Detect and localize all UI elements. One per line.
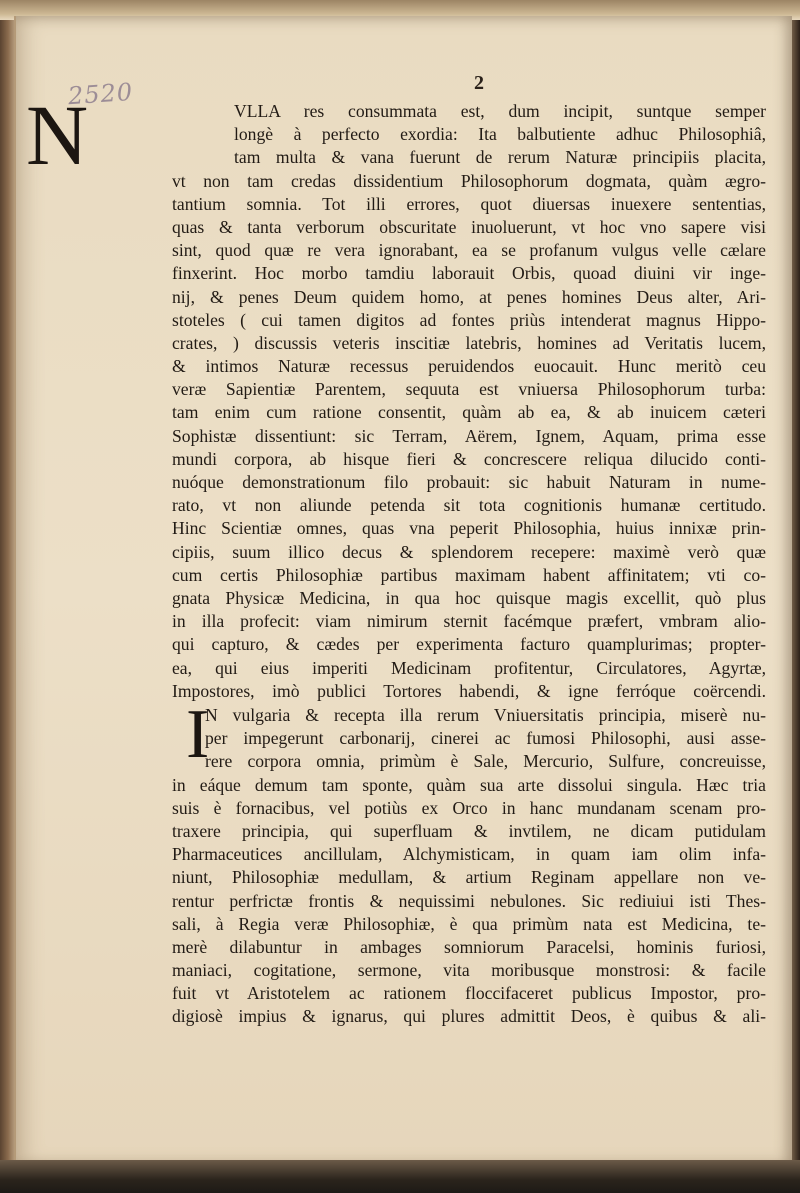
text-line: digiosè impius & ignarus, qui plures admittit Deos, è quibus & ali- <box>172 1006 766 1027</box>
text-line: merè dilabuntur in ambages somniorum Paracelsi, hominis furiosi, <box>172 936 766 957</box>
text-line: maniaci, cogitatione, sermone, vita moribusque monstrosi: & facile <box>172 960 766 981</box>
page-number: 2 <box>474 72 484 94</box>
text-line: per impegerunt carbonarij, cinerei ac fumosi Philosophi, ausi asse- <box>205 728 766 749</box>
text-line: Impostores, imò publici Tortores habendi, & igne ferróque coërcendi. <box>172 680 766 701</box>
text-line: Hinc Scientiæ omnes, quas vna peperit Philosophia, huius innixæ prin- <box>172 518 766 539</box>
text-line: tam multa & vana fuerunt de rerum Naturæ principiis placita, <box>234 147 766 168</box>
text-line: & intimos Naturæ recessus peruidendos euocauit. Hunc meritò ceu <box>172 356 766 377</box>
text-line: crates, ) discussis veteris inscitiæ latebris, homines ad Veritatis lucem, <box>172 332 766 353</box>
text-line: rato, vt non aliunde petenda sit tota cognitionis humanæ certitudo. <box>172 495 766 516</box>
text-line: sali, à Regia veræ Philosophiæ, è qua primùm nata est Medicina, te- <box>172 913 766 934</box>
text-line: tam enim cum ratione consentit, quàm ab ea, & ab inuicem cæteri <box>172 402 766 423</box>
text-line: traxere principia, qui superfluam & invtilem, ne dicam putidulam <box>172 820 766 841</box>
text-line: gnata Physicæ Medicina, in qua hoc quisque magis excellit, quò plus <box>172 587 766 608</box>
text-line: stoteles ( cui tamen digitos ad fontes priùs intenderat magnus Hippo- <box>172 309 766 330</box>
text-line: mundi corpora, ab hisque fieri & concrescere reliqua dilucido conti- <box>172 448 766 469</box>
text-line: sint, quod quæ re vera ignorabant, ea se profanum vulgus velle cælare <box>172 240 766 261</box>
handwritten-shelfmark: 2520 <box>67 77 134 111</box>
text-line: VLLA res consummata est, dum incipit, suntque semper <box>234 101 766 121</box>
text-line: in illa profecit: viam nimirum sternit facémque præfert, vmbram alio- <box>172 611 766 632</box>
text-line: finxerint. Hoc morbo tamdiu laborauit Orbis, quoad diuini vir inge- <box>172 263 766 284</box>
paragraph-1 <box>172 100 766 703</box>
page-bottom-shadow <box>0 1160 800 1193</box>
text-line: fuit vt Aristotelem ac rationem floccifaceret publicus Impostor, pro- <box>172 983 766 1004</box>
text-line: nuóque demonstrationum filo probauit: sic habuit Naturam in nume- <box>172 472 766 492</box>
text-line: niunt, Philosophiæ medullam, & artium Reginam appellare non ve- <box>172 867 766 888</box>
text-line: qui capturo, & cædes per experimenta facturo quamplurimas; propter- <box>172 634 766 655</box>
text-line: rentur perfrictæ frontis & nequissimi nebulones. Sic rediuiui isti Thes- <box>172 890 766 911</box>
text-line: cipiis, suum illico decus & splendorem recepere: maximè verò quæ <box>172 541 766 562</box>
drop-cap-i: I <box>186 696 210 773</box>
text-line: suis è fornacibus, vel potiùs ex Orco in hanc mundanam scenam pro- <box>172 797 766 818</box>
text-line: cum certis Philosophiæ partibus maximam habent affinitatem; vti co- <box>172 564 766 585</box>
text-line: Pharmaceutices ancillulam, Alchymisticam, in quam iam olim infa- <box>172 844 766 865</box>
paragraph-2 <box>172 696 766 1029</box>
text-line: vt non tam credas dissidentium Philosophorum dogmata, quàm ægro- <box>172 170 766 191</box>
text-line: veræ Sapientiæ Parentem, sequuta est vniuersa Philosophorum turba: <box>172 379 766 400</box>
text-line: in eáque demum tam sponte, quàm sua arte dissolui singula. Hæc tria <box>172 774 766 795</box>
text-line: ea, qui eius imperiti Medicinam profitentur, Circulatores, Agyrtæ, <box>172 657 766 678</box>
text-line: nij, & penes Deum quidem homo, at penes homines Deus alter, Ari- <box>172 286 766 307</box>
drop-cap-n: N <box>26 87 89 183</box>
text-line: Sophistæ dissentiunt: sic Terram, Aërem, Ignem, Aquam, prima esse <box>172 425 766 446</box>
text-line: quas & tanta verborum obscuritate inuoluerunt, vt hoc vno sapere visi <box>172 216 766 237</box>
text-line: longè à perfecto exordia: Ita balbutiente adhuc Philosophiâ, <box>234 124 766 145</box>
text-line: N vulgaria & recepta illa rerum Vniuersitatis principia, miserè nu- <box>205 705 766 725</box>
text-line: tantium somnia. Tot illi errores, quot diuersas inuexere sententias, <box>172 193 766 214</box>
text-line: rere corpora omnia, primùm è Sale, Mercurio, Sulfure, concreuisse, <box>205 751 766 772</box>
